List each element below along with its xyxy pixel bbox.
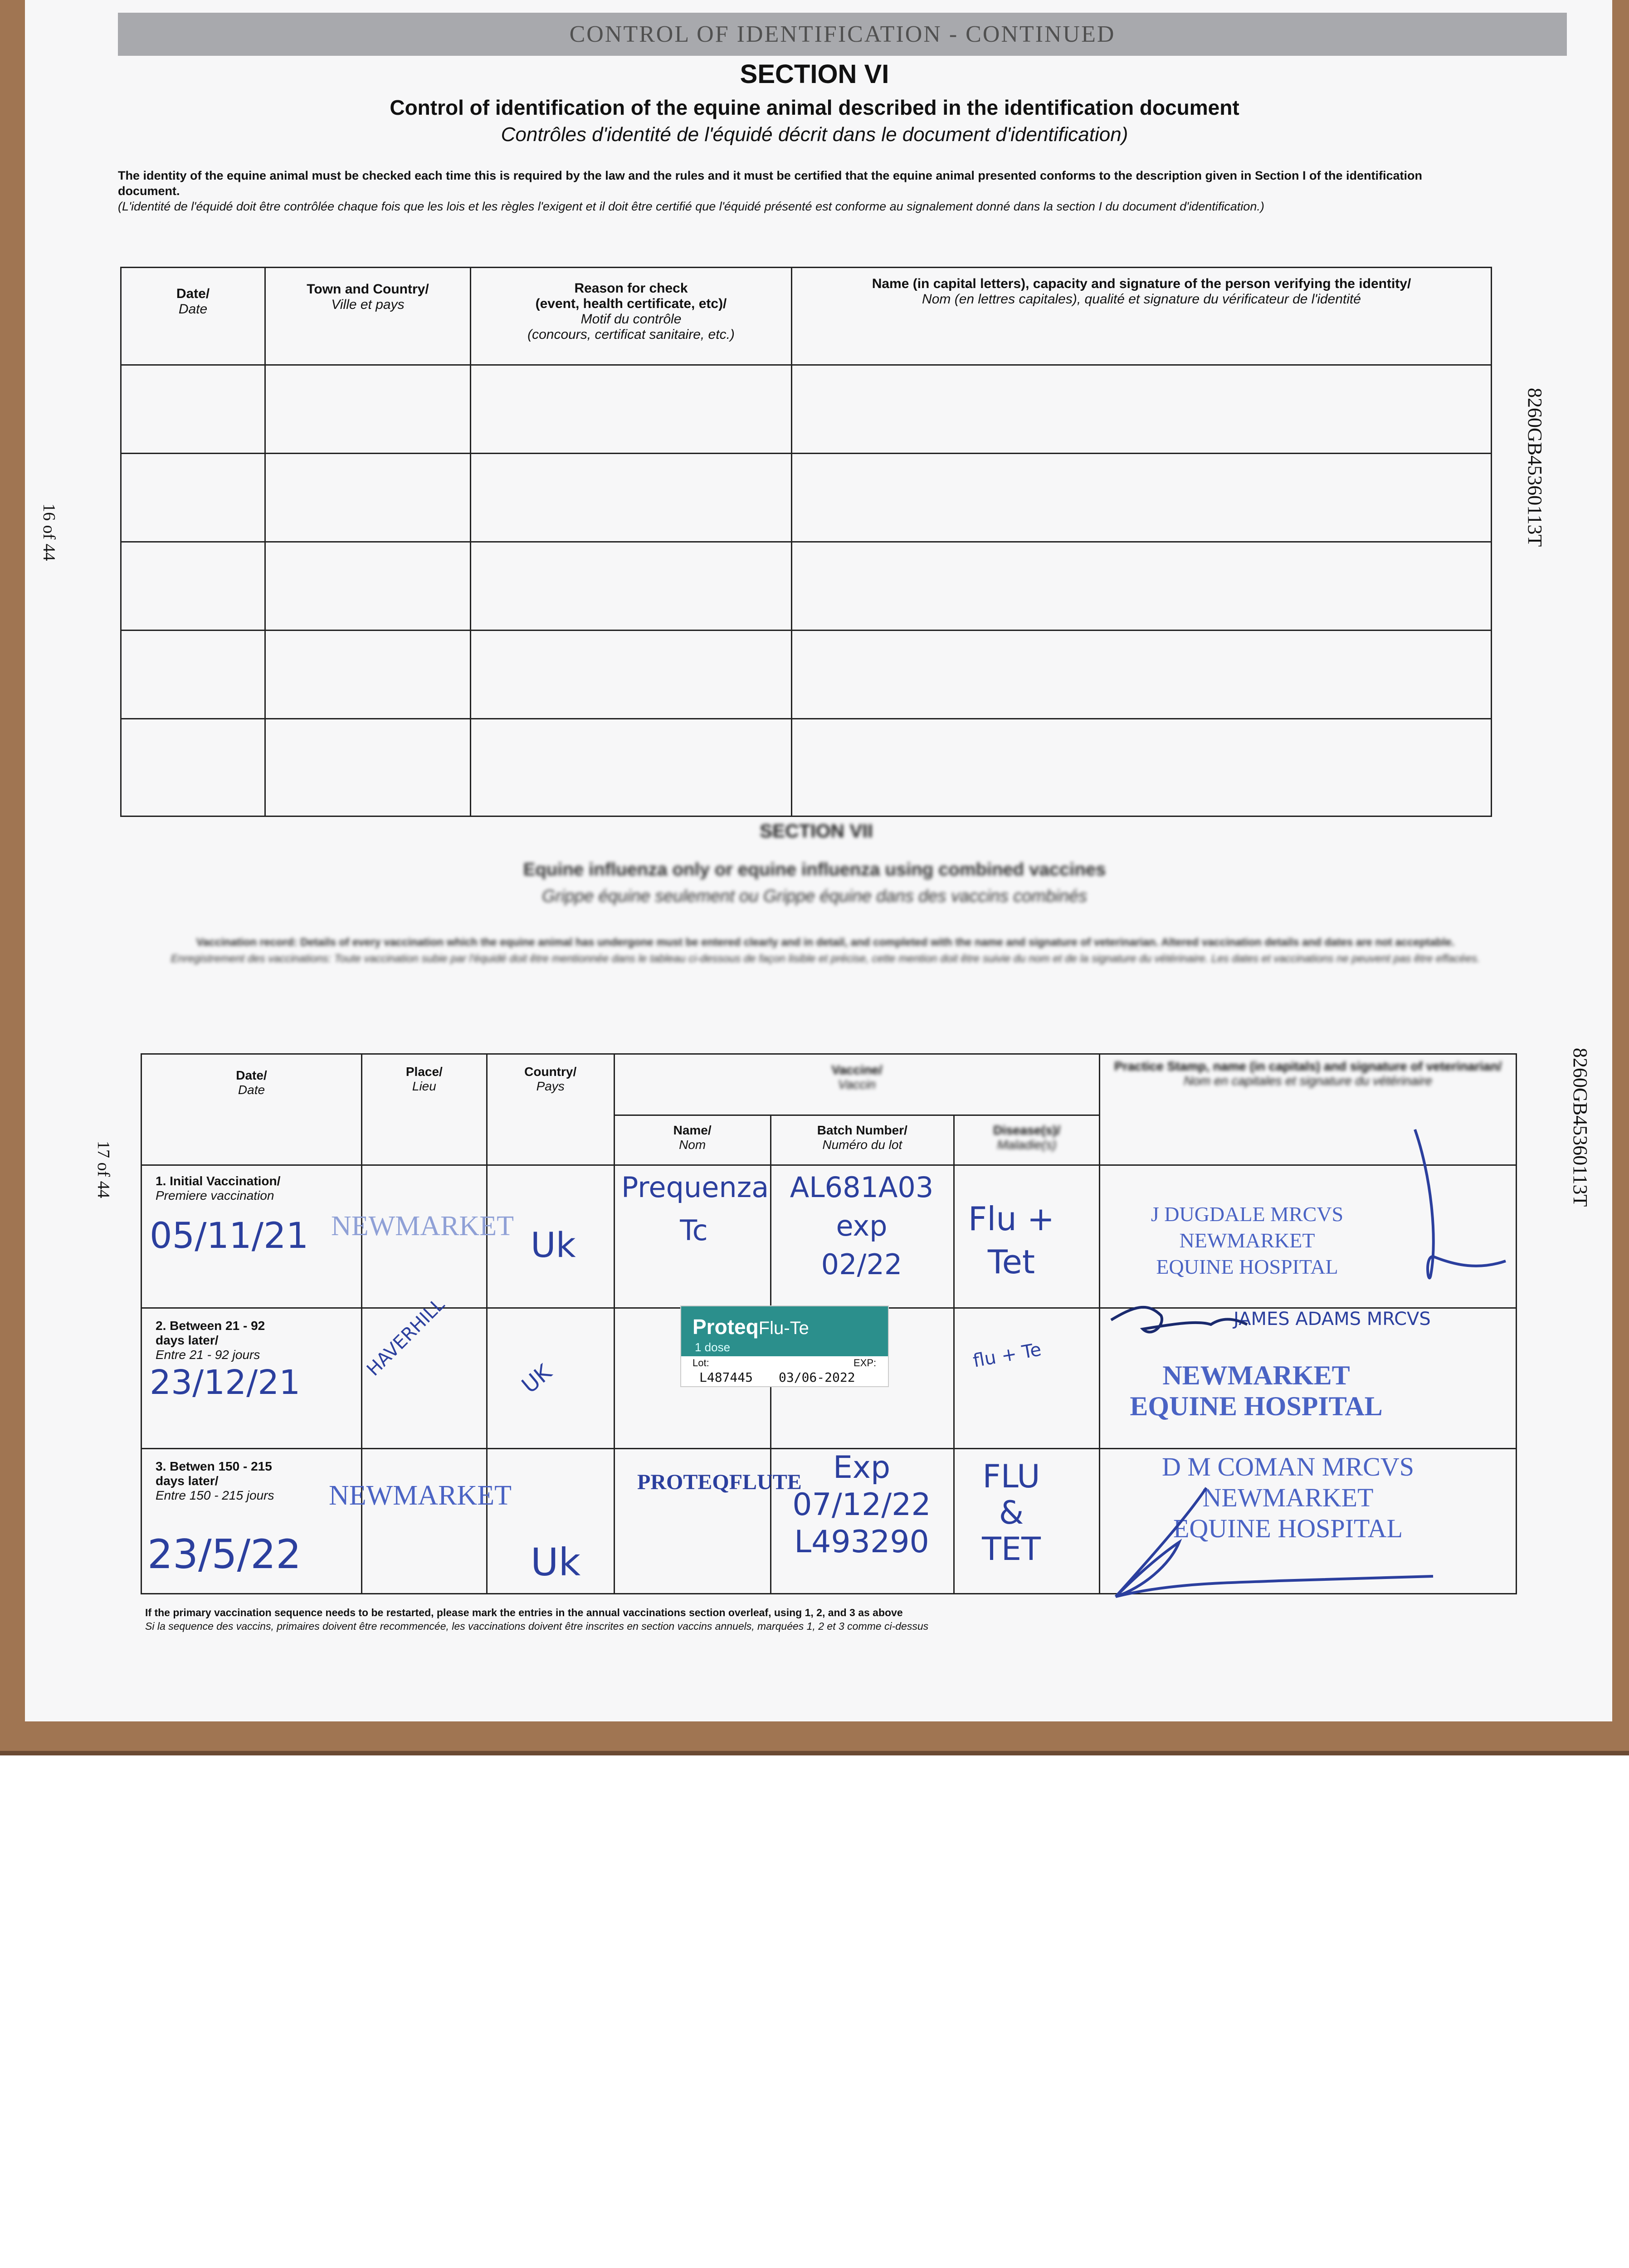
col-country-header: Country/ Pays: [487, 1054, 614, 1165]
row2-vet-name: JAMES ADAMS MRCVS: [1234, 1309, 1431, 1330]
page-number-17: 17 of 44: [94, 1141, 113, 1198]
table-row: [121, 365, 1492, 454]
row2-stamp-line3: EQUINE HOSPITAL: [1130, 1391, 1383, 1421]
sticker-exp-value: 03/06-2022: [779, 1370, 855, 1385]
section-vi-heading-en: Control of identification of the equine animal described in the identification document: [390, 96, 1239, 119]
section-vii-heading-fr: Grippe équine seulement ou Grippe équine dans des vaccins combinés: [542, 887, 1087, 906]
row1-stamp-line1: J DUGDALE MRCVS: [1151, 1202, 1344, 1226]
col-place-header: Place/ Lieu: [362, 1054, 487, 1165]
continued-banner: CONTROL OF IDENTIFICATION - CONTINUED: [118, 13, 1567, 56]
page-number-16: 16 of 44: [39, 503, 59, 561]
passport-number-upper: 8260GB45360113T: [1524, 388, 1546, 547]
proteq-vaccine-sticker: [680, 1305, 889, 1387]
row1-stamp-line2: NEWMARKET: [1179, 1229, 1315, 1252]
row3-batch-exp: Exp: [833, 1450, 891, 1486]
row1-practice-stamp: [1107, 1201, 1388, 1280]
footnote-en: If the primary vaccination sequence needs to be restarted, please mark the entries in the annual vaccinations section overleaf, using 1, 2, and 3 as above: [145, 1607, 903, 1618]
restart-footnote: [145, 1606, 1279, 1633]
section-vii-intro: [150, 934, 1501, 967]
section-vii-heading-en: Equine influenza only or equine influenza using combined vaccines: [523, 860, 1106, 880]
row1-vet-signature: [1388, 1120, 1515, 1293]
sticker-dose: 1 dose: [695, 1340, 731, 1354]
sticker-exp-label: EXP:: [854, 1357, 877, 1369]
intro-fr: (L'identité de l'équidé doit être contrôlée chaque fois que les lois et les règles l'exigent et il doit être certifié que l'équidé présenté est conforme au signalement donné dans la section I du document d'identification.): [118, 200, 1264, 213]
row2-disease: flu + Te: [971, 1339, 1043, 1372]
row3-batch: [771, 1449, 952, 1561]
row3-disease-1: FLU: [982, 1458, 1040, 1495]
row1-disease: Flu + Tet: [968, 1200, 1055, 1281]
row3-disease: [961, 1458, 1061, 1567]
row1-country: Uk: [531, 1225, 576, 1265]
vaccination-intro-en: Vaccination record: Details of every vaccination which the equine animal has undergone must be entered clearly and in detail, and completed with the name and signature of veterinarian. Altered vaccination details and dates are not acceptable.: [196, 936, 1455, 948]
row3-label-fr: Entre 150 - 215 jours: [156, 1488, 274, 1502]
row2-vet-signature: [1107, 1293, 1252, 1347]
vaccination-intro-fr: Enregistrement des vaccinations: Toute vaccination subie par l'équidé doit être mentionnée dans le tableau ci-dessous de façon lisible et précise, cette mention doit être suivie du nom et de la signature du vétérinaire. Les dates et vaccinations ne peuvent pas être effacées.: [171, 953, 1480, 965]
col-date-header: Date/ Date: [121, 268, 265, 365]
row2-country: UK: [517, 1359, 557, 1398]
row2-label-en: 2. Between 21 - 92 days later/: [156, 1319, 265, 1347]
col-reason-header: Reason for check (event, health certificate, etc)/ Motif du contrôle (concours, certificat sanitaire, etc.): [471, 268, 792, 365]
row3-stamp-line1: D M COMAN MRCVS: [1162, 1452, 1414, 1481]
row3-label-en: 3. Betwen 150 - 215 days later/: [156, 1459, 272, 1488]
section-vi-title: SECTION VI: [740, 59, 889, 89]
row1-batch-date: 02/22: [821, 1248, 902, 1281]
col-date-header: Date/ Date: [141, 1054, 362, 1165]
section-vi-intro: [118, 168, 1469, 214]
passport-cover-bottom: [0, 1719, 1629, 1755]
row1-label-en: 1. Initial Vaccination/: [156, 1174, 281, 1188]
row2-label-fr: Entre 21 - 92 jours: [156, 1348, 260, 1362]
row2-place: HAVERHILL: [363, 1294, 449, 1380]
row1-batch-exp: exp: [836, 1209, 888, 1242]
sticker-lot-value: L487445: [699, 1370, 753, 1385]
row3-country: Uk: [531, 1540, 581, 1584]
row3-batch-date: 07/12/22: [792, 1487, 931, 1523]
col-verifier-header: Name (in capital letters), capacity and signature of the person verifying the identity/ Nom (en lettres capitales), qualité et signature du vérificateur de l'identité: [792, 268, 1492, 365]
table-row: [121, 542, 1492, 631]
table-row: [121, 631, 1492, 719]
row1-stamp-line3: EQUINE HOSPITAL: [1156, 1255, 1338, 1278]
row1-date: 05/11/21: [150, 1216, 309, 1256]
footnote-fr: Si la sequence des vaccins, primaires doivent être recommencée, les vaccinations doivent être inscrites en section vaccins annuels, marquées 1, 2 et 3 comme ci-dessus: [145, 1620, 929, 1632]
row1-batch-number: AL681A03: [790, 1171, 934, 1204]
sticker-brand: ProteqFlu-Te: [693, 1315, 809, 1339]
passport-number-lower: 8260GB45360113T: [1569, 1048, 1591, 1207]
row3-disease-3: TET: [982, 1530, 1041, 1568]
row3-disease-2: &: [999, 1494, 1024, 1531]
row3-date: 23/5/22: [147, 1531, 302, 1578]
row1-vaccine-name: Prequenza Tc: [621, 1171, 769, 1247]
row2-practice-stamp: [1120, 1360, 1392, 1422]
col-batch-header: Batch Number/ Numéro du lot: [771, 1115, 954, 1165]
row3-stamp-line3: EQUINE HOSPITAL: [1173, 1514, 1403, 1543]
col-vaccine-header: Vaccine/ Vaccin: [614, 1054, 1099, 1115]
row3-stamp-line2: NEWMARKET: [1202, 1483, 1374, 1512]
intro-en: The identity of the equine animal must be checked each time this is required by the law and the rules and it must be certified that the equine animal presented conforms to the description given in Section I of the identification document.: [118, 169, 1423, 198]
sticker-lot-label: Lot:: [693, 1357, 709, 1369]
col-disease-header: Disease(s)/ Maladie(s): [954, 1115, 1100, 1165]
row1-label-fr: Premiere vaccination: [156, 1188, 274, 1202]
section-vi-heading-fr: Contrôles d'identité de l'équidé décrit dans le document d'identification): [501, 123, 1128, 146]
section-vii-title: SECTION VII: [760, 820, 873, 841]
row3-vet-signature: [1088, 1479, 1451, 1606]
row2-stamp-line2: NEWMARKET: [1162, 1360, 1350, 1390]
row1-batch: [771, 1168, 952, 1284]
row3-vaccine-name: PROTEQFLUTE: [637, 1470, 802, 1494]
col-practice-header: Practice Stamp, name (in capitals) and signature of veterinarian/ Nom en capitales et signature du vétérinaire: [1100, 1054, 1517, 1165]
row1-place-stamp: NEWMARKET: [331, 1211, 514, 1242]
col-town-header: Town and Country/ Ville et pays: [265, 268, 471, 365]
table-row: [121, 719, 1492, 816]
table-row: [121, 454, 1492, 542]
col-name-header: Name/ Nom: [614, 1115, 771, 1165]
row2-date: 23/12/21: [150, 1363, 301, 1402]
identity-check-table: [120, 267, 1492, 817]
row3-batch-number: L493290: [794, 1524, 929, 1560]
row3-place-stamp: NEWMARKET: [329, 1480, 512, 1511]
